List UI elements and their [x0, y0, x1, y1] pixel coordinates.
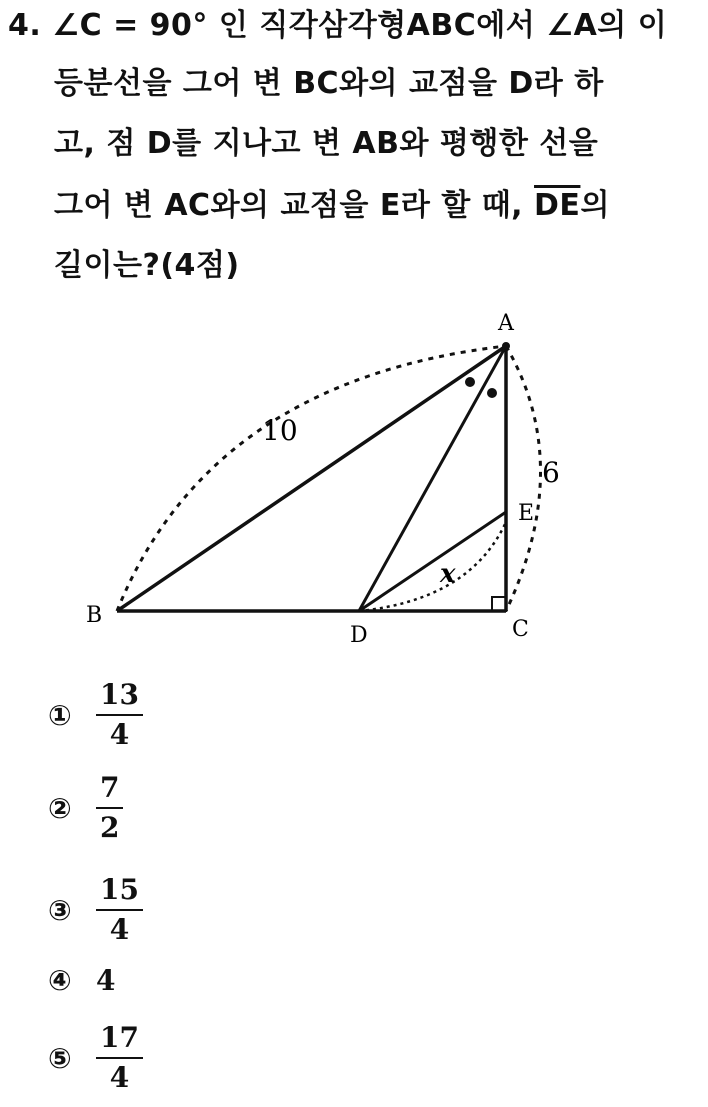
- segment-de-line: [359, 512, 506, 611]
- segment-de: $\overline{DE}$: [534, 188, 581, 223]
- label-de-var: x: [440, 559, 456, 589]
- question-line-4-text: 그어 변 AC와의 교점을 E라 할 때,: [54, 188, 524, 223]
- label-d: D: [350, 623, 368, 648]
- question-line-1-text: ∠C = 90° 인 직각삼각형ABC에서 ∠A의 이: [52, 8, 668, 43]
- question-line-1: [8, 6, 667, 46]
- choice-5-marker: ⑤: [48, 1041, 72, 1075]
- choice-1-denominator: 4: [109, 718, 130, 751]
- choice-2[interactable]: [48, 768, 123, 848]
- choice-4-marker: ④: [48, 963, 72, 997]
- choice-1-numerator: 13: [96, 678, 143, 716]
- label-ab-length: 10: [262, 414, 298, 447]
- triangle-figure: [0, 300, 708, 660]
- question-number: 4.: [8, 8, 42, 43]
- choice-1[interactable]: [48, 675, 143, 755]
- right-angle-marker: [492, 597, 506, 611]
- choice-1-fraction: [96, 678, 143, 752]
- choice-3-denominator: 4: [109, 913, 130, 946]
- choice-3[interactable]: [48, 870, 143, 950]
- choice-2-fraction: [96, 771, 123, 845]
- label-b: B: [86, 603, 103, 628]
- angle-dot-1: [465, 377, 475, 387]
- choice-3-numerator: 15: [96, 873, 143, 911]
- choice-3-marker: ③: [48, 893, 72, 927]
- question-line-5: 길이는?(4점): [54, 248, 240, 283]
- label-e: E: [518, 501, 535, 526]
- dashed-arc-ac: [506, 346, 541, 611]
- choice-2-numerator: 7: [96, 771, 123, 809]
- segment-suffix: 의: [580, 188, 610, 223]
- question-line-2: 등분선을 그어 변 BC와의 교점을 D라 하: [54, 66, 604, 101]
- vertex-a-dot: [502, 342, 510, 350]
- choice-2-marker: ②: [48, 791, 72, 825]
- question-line-4: [54, 186, 610, 226]
- choice-4[interactable]: [48, 945, 115, 1015]
- choice-3-fraction: [96, 873, 143, 947]
- choice-5[interactable]: [48, 1018, 143, 1098]
- question-line-3: 고, 점 D를 지나고 변 AB와 평행한 선을: [54, 126, 599, 161]
- choice-5-denominator: 4: [109, 1061, 130, 1094]
- label-ac-length: 6: [542, 456, 560, 489]
- choice-4-value: 4: [96, 963, 116, 997]
- bisector-ad: [359, 346, 506, 611]
- choice-5-numerator: 17: [96, 1021, 143, 1059]
- choice-2-denominator: 2: [100, 811, 120, 844]
- label-c: C: [512, 617, 529, 642]
- choice-5-fraction: [96, 1021, 143, 1095]
- label-a: A: [498, 311, 514, 336]
- triangle-diagram: [0, 300, 708, 660]
- choice-1-marker: ①: [48, 698, 72, 732]
- angle-dot-2: [487, 388, 497, 398]
